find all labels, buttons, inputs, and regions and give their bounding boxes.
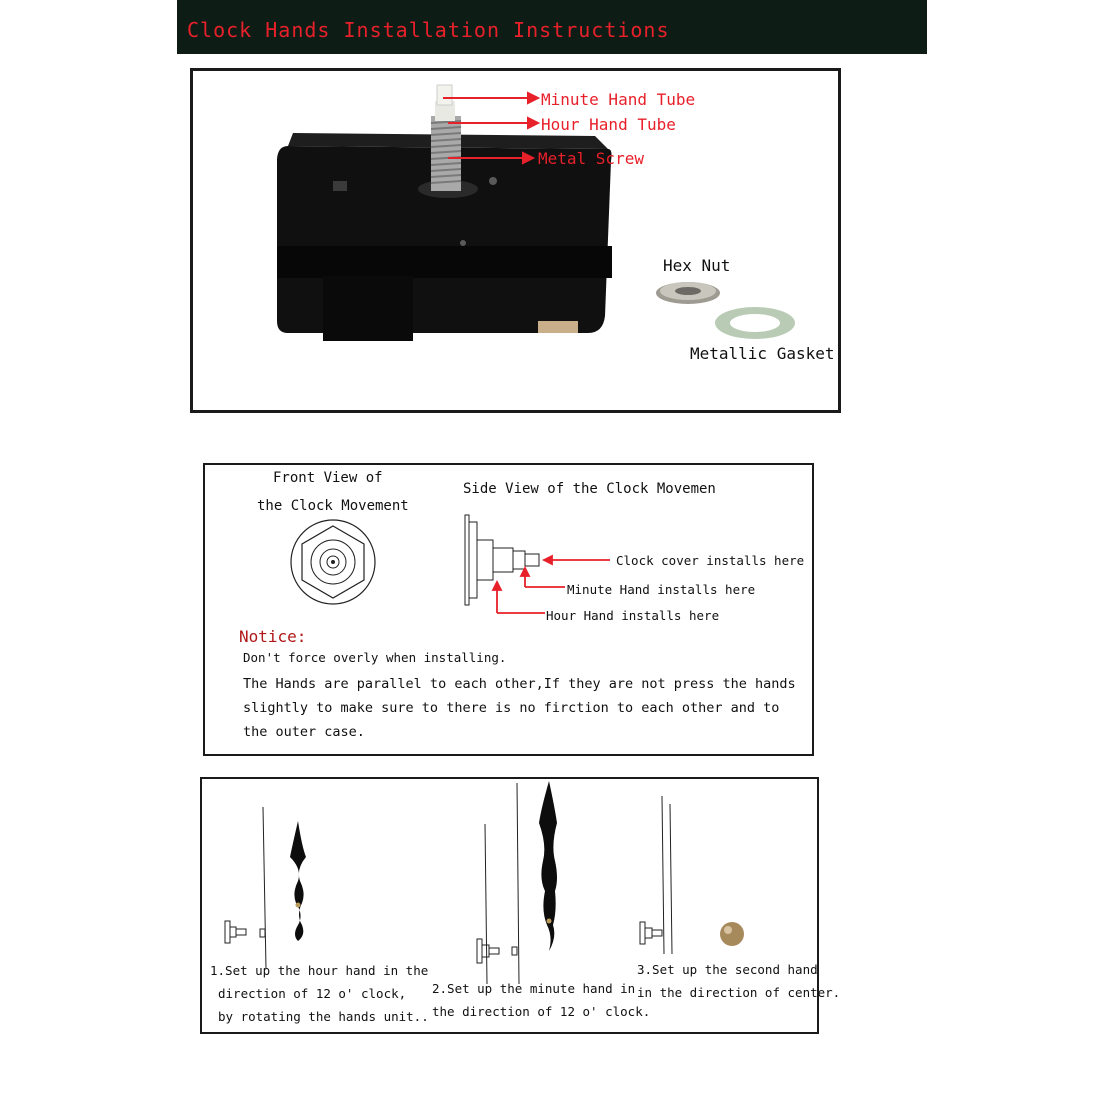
hour-hand-label: Hour Hand installs here bbox=[546, 608, 720, 623]
step1-line-2: direction of 12 o' clock, bbox=[218, 986, 407, 1001]
metallic-gasket-label: Metallic Gasket bbox=[690, 344, 835, 363]
title-banner bbox=[177, 0, 927, 54]
hex-nut-label: Hex Nut bbox=[663, 256, 731, 275]
side-view-title: Side View of the Clock Movemen bbox=[463, 481, 716, 497]
step2-line-2: the direction of 12 o' clock. bbox=[432, 1004, 651, 1019]
front-view-title-2: the Clock Movement bbox=[257, 498, 409, 514]
movement-parts-panel bbox=[190, 68, 841, 413]
step3-line-2: in the direction of center. bbox=[637, 985, 841, 1000]
clock-cover-label: Clock cover installs here bbox=[616, 553, 805, 568]
notice-line-3: slightly to make sure to there is no firction to each other and to bbox=[243, 700, 780, 716]
notice-line-1: Don't force overly when installing. bbox=[243, 650, 507, 665]
step1-line-3: by rotating the hands unit.. bbox=[218, 1009, 429, 1024]
page-title: Clock Hands Installation Instructions bbox=[187, 18, 670, 42]
front-view-diagram bbox=[289, 520, 409, 620]
gasket-icon bbox=[715, 307, 795, 339]
step1-illustration bbox=[222, 799, 342, 969]
movement-diagram-panel bbox=[203, 463, 814, 756]
notice-title: Notice: bbox=[239, 627, 307, 646]
notice-line-2: The Hands are parallel to each other,If they are not press the hands bbox=[243, 676, 796, 692]
installation-steps-panel bbox=[200, 777, 841, 1034]
front-view-title-1: Front View of bbox=[273, 470, 383, 486]
hex-nut-icon bbox=[656, 282, 720, 304]
metal-screw-label: Metal Screw bbox=[538, 149, 644, 168]
step3-illustration bbox=[632, 794, 772, 964]
step3-line-1: 3.Set up the second hand bbox=[637, 962, 818, 977]
notice-line-4: the outer case. bbox=[243, 724, 365, 740]
hour-hand-tube-label: Hour Hand Tube bbox=[541, 115, 676, 134]
step2-line-1: 2.Set up the minute hand in bbox=[432, 981, 636, 996]
clock-movement-illustration bbox=[193, 71, 844, 416]
minute-hand-label: Minute Hand installs here bbox=[567, 582, 756, 597]
minute-hand-tube-label: Minute Hand Tube bbox=[541, 90, 696, 109]
step1-line-1: 1.Set up the hour hand in the bbox=[210, 963, 429, 978]
step2-illustration bbox=[467, 779, 607, 979]
